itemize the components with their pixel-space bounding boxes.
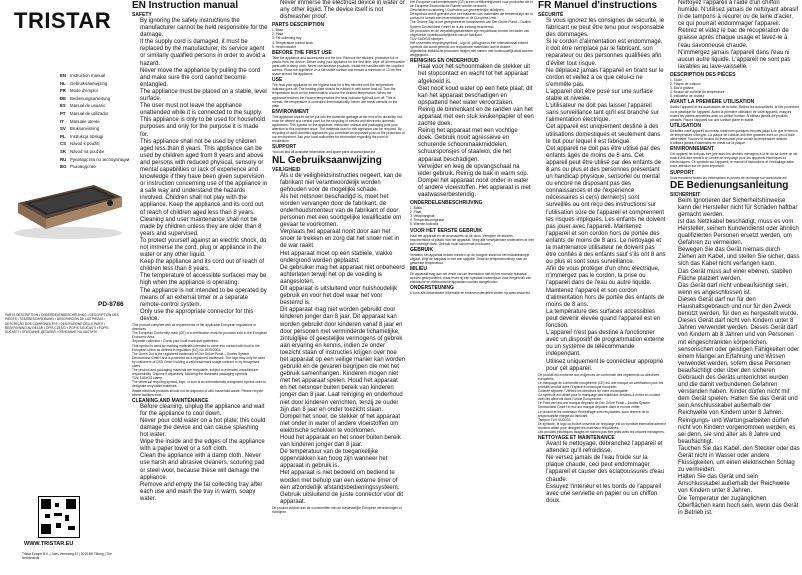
en-parts-heading: PARTS DESCRIPTION — [272, 22, 325, 29]
website-link[interactable]: WWW.TRISTAR.EU — [24, 541, 74, 547]
list-item: • Het apparaat moet op een stabiele, vlakke ondergrond worden geplaatst. — [280, 251, 406, 265]
nl-symbol-notes — [410, 0, 534, 57]
list-item: • Only use the appropriate connector for this device. — [140, 309, 268, 323]
language-code: NL — [60, 80, 66, 86]
note-item: This product complies with all requirements of the applicable European regulations or directives. — [132, 323, 257, 332]
language-item — [60, 110, 126, 118]
language-item — [60, 133, 126, 141]
fr-parts-list — [670, 78, 800, 98]
language-code: SK — [60, 148, 66, 154]
list-item: • The user must not leave the appliance unattended while it is connected to the supply. — [140, 103, 268, 117]
fr-safety-heading: SÉCURITÉ — [538, 12, 564, 18]
note-item: The European Conformity mark (CE) is a certification mark for products sold in the European Economic Area. — [132, 331, 268, 340]
list-item: • L'appareil n'est pas destiné à fonctionner avec un dispositif de programmation externe ou un système de télécommande indépendant. — [546, 330, 666, 358]
list-item: • Before cleaning, unplug the appliance and wait for the appliance to cool down. — [140, 404, 268, 418]
note-item: Ce produit est conforme aux exigences de conformité des règlements ou directives européens. — [538, 372, 659, 381]
list-item: • Essuyez l'intérieur et les bords de l'appareil avec une serviette en papier ou un chiffon doux. — [546, 484, 666, 505]
list-item: • Keep the appliance and its cord out of reach of children less than 8 years. — [140, 259, 268, 273]
fr-env-text: Cet appareil ne doit pas être jeté avec les déchets ménagers à la fin de sa durée de vie, mais il doit être remis à un centre de recyclage pour les appareils électriques et électroniques. Ce symbole sur l'appareil, le manuel d'instructions et l'emballage attire votre attention sur ce point important. — [670, 152, 799, 169]
list-item: • Als het netsnoer beschadigd is, moet het worden vervangen door de fabrikant, de onderhoudsmonteur van de fabrikant of door personen met een soortgelijke kwalificatie om gevaar te voorkomen. — [280, 194, 406, 229]
note-item: Waste electrical products should not be disposed of with household waste. Please recycle where facilities exist. — [132, 388, 263, 397]
nl-before-text: Haal het apparaat en de accessoires uit de doos. Verwijder de stickers, beschermfolie of plastic van het apparaat. Veeg alle verwijderbare onderdelen af met een vochtige doek. Gebruik nooit schurende producten. — [410, 233, 534, 246]
nl-support-text: U kunt alle beschikbare informatie en reserveonderdelen vinden op www.tristar.eu! — [410, 291, 531, 296]
list-item: • Remove and empty the fat collecting tray after each use and wash the tray in warm, soapy water. — [140, 482, 268, 503]
list-item: • De temperatuur van de toegankelijke oppervlakken kan hoog zijn wanneer het apparaat in gebruik is. — [280, 449, 406, 470]
note-item: 5. Heat indicator — [272, 44, 297, 49]
list-item: • Dit apparaat mag niet worden gebruikt door kinderen jonger dan 8 jaar. Dit apparaat kan worden gebruikt door kinderen vanaf 8 jaar en door personen met verminderde lichamelijke, zintuiglijke of geestelijke vermogens of gebrek aan ervaring en kennis, indien ze onder toezicht staan of instructies krijgen over hoe het apparaat op een veilige manier kan worden gebruikt en de gevaren begrijpen die met het gebruik samenhangen. Kinderen mogen niet met het apparaat spelen. Houd het apparaat en het netsnoer buiten bereik van kinderen jonger dan 8 jaar. Laat reiniging en onderhoud niet door kinderen verrichten, tenzij ze ouder zijn dan 8 jaar en onder toezicht staan. — [280, 307, 406, 413]
list-item: • Dieses Gerät darf nicht von Kindern unter 8 Jahren verwendet werden. Dieses Gerät darf von Kindern ab 8 Jahren und von Personen mit eingeschränkten körperlichen, sensorischen oder geistigen Fähigkeiten oder einem Mangel an Erfahrung und Wissen verwendet werden, sofern diese Personen beaufsichtigt oder über den sicheren Gebrauch des Geräts unterrichtet wurden und die damit verbundenen Gefahren verstanden haben. Kinder dürfen nicht mit dem Gerät spielen. Halten Sie das Gerät und sein Anschlusskabel außerhalb der Reichweite von Kindern unter 8 Jahren. Reinigungs- und Wartungsarbeiten dürfen nicht von Kindern vorgenommen werden, es sei denn, sie sind älter als 8 Jahre und beaufsichtigt. — [678, 318, 800, 446]
nl-env-heading: MILIEU — [410, 266, 427, 273]
language-index — [60, 72, 130, 171]
note-item: Dit symbool wordt gebruikt voor het markeren van materialen die bestemd zijn om in contact te komen met levensmiddelen in de Europese Unie. — [410, 12, 533, 21]
nl-parts-heading: ONDERDELENBESCHRIJVING — [410, 200, 483, 207]
note-item: Le symbole, le logo ou l'icône universel de recyclage est un symbole internationalement reconnu utilisé pour désigner les matériaux recyclables. — [538, 421, 666, 430]
note-item: The product and packaging materials are recyclable, subject to extended manufacturer responsibility. Dispose it separately, following the illustrated packaging symbols. — [132, 368, 259, 377]
note-item: 1. Socle — [670, 77, 682, 82]
language-label: Bruksanvisning — [70, 126, 100, 132]
note-item: Tampon TUV SUD/GS — [538, 417, 571, 422]
note-item: 5. Indicateur de chaleur — [670, 94, 705, 99]
list-item: • Retirez et videz le bac de récupération de graisse après chaque usage et lavez-le à l'eau savonneuse chaude. — [678, 28, 800, 49]
list-item: • Ne déplacez jamais l'appareil en tirant sur le cordon et veillez à ce que celui-ci ne s'emmêle pas. — [546, 68, 666, 89]
list-item: • Halten Sie das Gerät und sein Anschlusskabel außerhalb der Reichweite von Kindern unter 8 Jahren. — [678, 474, 800, 495]
language-label: Mode d'emploi — [70, 88, 98, 94]
en-clean-heading: CLEANING AND MAINTENANCE — [132, 397, 209, 404]
list-item: • Maintenez l'appareil et son cordon d'alimentation hors de portée des enfants de moins de 8 ans. — [546, 288, 666, 309]
language-label: Manual de usuario — [70, 103, 106, 109]
note-item: Het universele recyclingsymbool, -logo of -pictogram is een internationaal erkend symbool dat wordt gebruikt om recyclebare materialen aan te duiden. — [410, 40, 529, 50]
language-item — [60, 72, 126, 80]
en-cont-list — [272, 0, 406, 21]
list-item: • Das Gerät muss auf einer ebenen, stabilen Fläche platziert werden. — [678, 269, 800, 283]
note-item: Le produit et les matériaux d'emballage sont recyclables, sous réserve de la responsabilité élargie du fabricant. — [538, 409, 649, 418]
list-item: • Houd het apparaat en het snoer buiten bereik van kinderen jonger dan 8 jaar. — [280, 435, 406, 449]
en-use-heading: USE — [272, 77, 283, 84]
fr-title: FR Manuel d'instructions — [538, 0, 658, 11]
language-code: BG — [60, 164, 67, 170]
fr-clean-heading: NETTOYAGE ET MAINTENANCE — [538, 435, 615, 442]
list-item: • Dompel het apparaat nooit onder in water of andere vloeistoffen. Het apparaat is niet vaatwasserbestendig. — [418, 178, 534, 199]
language-code: SV — [60, 126, 66, 132]
cover-panel — [0, 0, 128, 575]
nl-use-heading: GEBRUIK — [410, 246, 434, 253]
column-fr-de — [670, 0, 800, 575]
language-label: Instruction manual — [70, 73, 106, 78]
note-item: 4. Temperatuurregelaar — [410, 218, 445, 223]
list-item: • Never move the appliance by pulling the cord and make sure the cord cannot become entangled. — [140, 68, 268, 89]
list-item: • Haal voor het schoonmaken de stekker uit het stopcontact en wacht tot het apparaat afgekoeld is. — [418, 64, 534, 85]
nl-clean-heading: REINIGING EN ONDERHOUD — [410, 58, 479, 65]
language-item — [60, 125, 126, 133]
list-item: • N'immergez jamais l'appareil dans l'eau ni aucun autre liquide. L'appareil ne sont pas lavables au lave-vaisselle. — [678, 50, 800, 71]
note-item: 2. Plaque de cuisson — [670, 82, 701, 87]
list-item: • Wipe the inside and the edges of the appliance with a paper towel or a soft cloth. — [140, 439, 268, 453]
nl-parts-list — [410, 206, 534, 226]
list-item: • Cet appareil ne doit pas être utilisé par des enfants âgés de moins de 8 ans. Cet appareil peut être utilisé par des enfants de 8 ans ou plus et des personnes présentant un handicap physique, sensoriel ou mental ou encore ne disposant pas des connaissances et de l'expérience nécessaires si ce(s) dernier(s) sont surveillés ou ont reçu des instructions sur l'utilisation sûre de l'appareil et comprennent les risques impliqués. Les enfants ne doivent pas jouer avec l'appareil. Maintenez l'appareil et son cordon hors de portée des enfants de moins de 8 ans. Le nettoyage et la maintenance utilisateur ne doivent pas être confiés à des enfants sauf s'ils ont 8 ans ou plus et sont sous surveillance. — [546, 146, 666, 267]
note-item: Het Europese conformiteitsmerk (CE) is een certificeringsmerk voor producten die in de Europese Economische Ruimte worden verkocht. — [410, 0, 533, 9]
list-item: • Si vous ignorez les consignes de sécurité, le fabricant ne peut être tenu pour responsable des dommages. — [546, 18, 666, 39]
language-item — [60, 95, 126, 103]
note-item: 2. Plaat — [410, 210, 422, 215]
language-code: FR — [60, 88, 66, 94]
language-code: IT — [60, 118, 64, 124]
language-label: Bedienungsanleitung — [70, 95, 111, 101]
list-item: • Never pour cold water on a hot plate; this could damage the device and can cause splashing hot water. — [140, 418, 268, 439]
list-item: • Das Gerät darf nicht unbeaufsichtigt sein, wenn es angeschlossen ist. — [678, 283, 800, 297]
en-clean-list — [132, 404, 268, 503]
language-item — [60, 102, 126, 110]
en-symbol-notes — [132, 323, 268, 397]
en-safety-heading: SAFETY — [132, 12, 152, 18]
column-en-nl — [272, 0, 406, 575]
list-item: • Si le cordon d'alimentation est endommagé, il doit être remplacé par le fabricant, son réparateur ou des personnes qualifiées afin d'éviter tout risque. — [546, 39, 666, 67]
list-item: • Die Temperatur der zugänglichen Oberflächen kann hoch sein, wenn das Gerät in Betrieb ist. — [678, 496, 800, 517]
language-label: Instrukcja obsługi — [70, 133, 104, 139]
nl-title: NL Gebruiksaanwijzing — [272, 154, 382, 166]
list-item: • The appliance must be placed on a stable, level surface. — [140, 89, 268, 103]
fr-before-text: Sortez l'appareil et les accessoires de la boîte. Retirez les autocollants, le film protecteur ou le plastique de l'appareil. Avant la première utilisation de votre appareil, essuyez toutes les pièces amovibles avec un chiffon humide. N'utilisez jamais de produits abrasifs. Placez l'appareil sur une surface plane et stable. — [670, 105, 800, 122]
en-env-text: This appliance should not be put into the domestic garbage at the end of its durability, but must be offered at a central point for the recycling of electric and electronic domestic appliances. This symbol on the appliance, instruction manual and packaging puts your attention to this important issue. The materials used in this appliance can be recycled. By recycling of used domestic appliances you contribute an important push to the protection of our environment. Ask your local authorities for information regarding the point of recollection. — [272, 114, 405, 144]
language-code: RU — [60, 156, 67, 162]
nl-support-heading: ONDERSTEUNING — [410, 285, 454, 292]
language-item — [60, 148, 126, 156]
nl-use-text: Verwarm het apparaat enkele minuten op de hoogste stand tot het indicatielampje uitgaat. Wrijf de bakplaat in met wat spijsolie. Draai de temperatuurknop naar de gewenste temperatuur. — [410, 252, 530, 266]
de-title: DE Bedienungsanleitung — [670, 179, 789, 191]
note-item: 1. Basis — [410, 206, 422, 211]
note-item: Le marquage de conformité européenne (CE) est une marque de certification pour les produits vendus dans l'Espace économique européen. — [538, 380, 664, 389]
model-number: PD-8786 — [98, 301, 124, 308]
language-item — [60, 140, 126, 148]
note-item: TUV SUD/GS stamp — [132, 376, 163, 381]
note-item: 4. Bouton de contrôle de température — [670, 90, 725, 95]
language-code: ES — [60, 103, 66, 109]
language-code: PL — [60, 133, 66, 139]
language-label: Gebruiksaanwijzing — [70, 80, 108, 86]
list-item: • Het apparaat is niet bedoeld om bediend te worden met behulp van een externe timer of een afzonderlijk afstandsbedieningssysteem. — [280, 470, 406, 491]
note-item: 4. Temperature control knob — [272, 40, 313, 45]
note-item: This symbol is used for marking materials intended to come into contact with food in the European Union as defined in regulation (EC) No 1935/2004. — [132, 343, 260, 352]
list-item: • Cet appareil est uniquement destiné à des utilisations domestiques et seulement dans le but pour lequel il est fabriqué. — [546, 124, 666, 145]
note-item: Collecte séparée / Vérifiez les directives de votre municipalité. — [538, 389, 629, 394]
list-item: • This appliance shall not be used by children aged less than 8 years. This appliance can be used by children aged from 8 years and above and persons with reduced physical, sensory or mental capabilities or lack of experience and knowledge if they have been given supervision or instruction concerning use of the appliance in a safe way and understand the hazards involved. Children shall not play with the appliance. Keep the appliance and its cord out of reach of children aged less than 8 years. Cleaning and user maintenance shall not be made by children unless they are older than 8 years and supervised. — [140, 139, 268, 238]
list-item: • Avant le nettoyage, débranchez l'appareil et attendez qu'il refroidisse. — [546, 441, 666, 455]
list-item: • Utilisez uniquement le connecteur approprié pour cet appareil. — [546, 359, 666, 373]
note-item: 2. Plate — [272, 32, 284, 37]
language-item — [60, 156, 130, 164]
nl-ce-note: Dit product voldoet aan de voorschriften van de toepasselijke Europese verordeningen of richtlijnen. — [272, 505, 402, 515]
fr-use-text: Chauffez votre appareil au niveau maximum quelques minutes jusqu'à ce que le témoin de température s'éteigne. La plaque de cuisson doit être graissée avec un peu d'huile alimentaire. Tournez le bouton du thermostat pour choisir la température désirée. N'utilisez jamais d'ustensiles en métal sur la plaque. — [670, 128, 798, 146]
list-item: • Never immerse the electrical device in water or any other liquid. The device itself is not dishwasher proof. — [280, 0, 406, 21]
language-label: Руководство по эксплуатации — [70, 156, 130, 162]
note-item: 3. Bac à graisse — [670, 86, 694, 91]
list-item: • Als u de veiligheidsinstructies negeert, kan de fabrikant niet verantwoordelijk worden gehouden voor de mogelijke schade. — [280, 173, 406, 194]
qr-code-icon — [38, 496, 80, 538]
language-item — [60, 87, 126, 95]
en-before-heading: BEFORE THE FIRST USE — [272, 49, 332, 56]
note-item: The universal recycling symbol, logo, or icon is an internationally recognized symbol used to designate recyclable materials. — [132, 380, 267, 389]
list-item: • Dompel het snoer, de stekker of het apparaat niet onder in water of andere vloeistoffen om elektrische schokken te voorkomen. — [280, 414, 406, 435]
nl-safety-list — [272, 173, 406, 506]
de-safety-heading: SICHERHEIT — [670, 191, 701, 198]
note-item: 5. Warmte-indicator — [410, 222, 439, 227]
list-item: • This appliance is only to be used for household purposes and only for the purpose it is made for. — [140, 117, 268, 138]
note-item: 3. Fat collecting tray — [272, 36, 302, 41]
en-support-heading: SUPPORT — [272, 144, 297, 151]
list-item: • Ne versez jamais de l'eau froide sur la plaque chaude, ceci peut endommager l'appareil et causer des éclaboussures d'eau chaude. — [546, 455, 666, 483]
en-before-text: Take the appliance and accessories out the box. Remove the stickers, protective foil or plastic from the device. Before using your appliance for the first time, wipe off all removable parts with a damp cloth. Never use abrasive products. Install the handles with the supplied screws. Place the appliance on a flat stable surface and ensure a minimum of 10 cm free space around the appliance. — [272, 55, 405, 77]
note-item: De producten en de verpakkingsmaterialen zijn recyclebaar, binnen het kader van uitgebreide verantwoordelijkheid van de fabrikant. — [410, 28, 530, 37]
en-env-heading: ENVIRONMENT — [272, 108, 309, 115]
fr-before-heading: AVANT LA PREMIÈRE UTILISATION — [670, 99, 755, 106]
list-item: • To protect yourself against an electric shock, do not immerse the cord, plug or appliance in the water or any other liquid. — [140, 238, 268, 259]
note-item: Les produits électriques usagés ne doivent pas être jetés avec les ordures ménagères. — [538, 430, 665, 434]
list-item: • Verplaats het apparaat nooit door aan het snoer te trekken en zorg dat het snoer niet in de war raakt. — [280, 229, 406, 250]
list-item: • Dit apparaat is uitsluitend voor huishoudelijk gebruik en voor het doel waar het voor bestemd is. — [280, 286, 406, 307]
en-use-text: The heat your appliance on the highest heat for a few minutes until the temperature indicator goes off. The heating plate should be rubbed in with some food oil. Turn the temperature knob on the thermostat to choose the desired temperature. When the appliance reaches the chosen temperature the heat indicator light will turn off. This is normal; the temperature is controlled thermostatically. Never use metal utensils on the plate. — [272, 83, 398, 108]
en-safety-list — [132, 18, 268, 323]
note-item: Le Point vert est une marque déposée de Der Grüne Punkt – Duales System Deutschland GmbH et est une marque déposée dans le monde entier. — [538, 401, 650, 410]
list-item: • Reinig het apparaat met een vochtige doek. Gebruik nooit agressieve en schurende schoonmaakmiddelen, schuursponsjes of staalwol, die het apparaat beschadigen. — [418, 128, 534, 163]
list-item: • Beim Ignorieren der Sicherheitshinweise kann der Hersteller nicht für Schäden haftbar gemacht werden. — [678, 198, 800, 219]
language-label: Ръководство — [70, 164, 96, 170]
list-item: • Bewegen Sie das Gerät niemals durch Ziehen am Kabel, und stellen Sie sicher, dass sich das Kabel nicht verfangen kann. — [678, 247, 800, 268]
nl-safety-heading: VEILIGHEID — [272, 166, 301, 173]
list-item: • Giet nooit koud water op een hete plaat; dit kan het apparaat beschadigen en opspattend heet water veroorzaken. — [418, 86, 534, 107]
language-label: Manuale utente — [70, 118, 100, 124]
note-item: Gescheiden inzameling / Controleer uw gemeentelijke richtlijnen. — [410, 8, 505, 13]
parts-languages: PARTS DESCRIPTION • ONDERDELENBESCHRIJVING • DESCRIPTION DES PIÈCES • TEILEBESCHREIBUNG • DESCRIPCIÓN DE LAS PIEZAS • DESCRIÇÃO DOS COMPONENTES • DESCRIZIONE DELLE PARTI • BESKRIVNING AV DELAR • OPIS CZĘŚCI • POPIS SOUČÁSTÍ • POPIS SÚČASTÍ • ОПИСАНИЕ ДЕТАЛЕЙ • ОПИСАНИЕ НА ЧАСТИТЕ — [5, 313, 119, 335]
list-item: • Gebruik uitsluitend de juiste connector voor dit apparaat. — [280, 492, 406, 506]
language-item — [60, 118, 126, 126]
list-item: • Dieses Gerät darf nur für den Haushaltsgebrauch und nur für den Zweck benutzt werden, für den es hergestellt wurde. — [678, 297, 800, 318]
note-item: Ce symbole est utilisé pour le marquage des matériaux destinés à entrer en contact avec les aliments dans l'Union Européenne. — [538, 393, 661, 402]
list-item: • The temperature of accessible surfaces may be high when the appliance is operating. — [140, 273, 268, 287]
en-support-text: You can find all available information and spare parts at www.tristar.eu! — [272, 150, 376, 155]
language-code: DE — [60, 95, 66, 101]
fr-clean-list — [538, 441, 666, 505]
language-label: Návod k použití — [70, 141, 100, 147]
note-item: TUV SUD/GS stempel — [410, 36, 443, 41]
list-item: • L'utilisateur ne doit pas laisser l'appareil sans surveillance tant qu'il est branché sur l'alimentation électrique. — [546, 103, 666, 124]
list-item: • De gebruiker mag het apparaat niet onbeheerd achterlaten terwijl het op de voeding is aangesloten. — [280, 265, 406, 286]
griddle-product-icon — [10, 163, 126, 243]
language-item — [60, 80, 126, 88]
list-item: • Reinig de binnenkant en de randen van het apparaat met een stuk keukenpapier of een zachte doek. — [418, 107, 534, 128]
list-item: • Nettoyez l'appareil à l'aide d'un chiffon humide. N'utilisez jamais de nettoyant abrasif ni de tampons à récurer ou de laine d'acier, ce qui pourrait endommager l'appareil. — [678, 0, 800, 28]
fr-use-heading: UTILISATION — [670, 122, 702, 129]
note-item: The Green Dot is the registered trademark of Der Grüne Punkt – Duales System Deutschland GmbH and is protected as a registered trademark. The logo may only be used by customers of DSD GmbH holding a valid trademark usage contract or by recognised users. — [132, 351, 265, 368]
column-nl — [410, 0, 534, 575]
language-code: EN — [60, 73, 66, 78]
nl-before-heading: VOOR HET EERSTE GEBRUIK — [410, 227, 482, 234]
brand-logo: TRISTAR — [14, 8, 112, 33]
fr-env-heading: ENVIRONNEMENT — [670, 146, 714, 153]
list-item: • Verwijder en leeg de opvangschaal na ieder gebruik. Reinig de bak in warm sop. — [418, 164, 534, 178]
list-item: • If the supply cord is damaged, it must be replaced by the manufacturer, its service agent or similarly qualified persons in order to avoid a hazard. — [140, 39, 268, 67]
nl-clean-list — [410, 64, 534, 199]
list-item: • By ignoring the safety instructions the manufacturer cannot be held responsible for the damage. — [140, 18, 268, 39]
note-item: 3. Vetopvangbak — [410, 214, 435, 219]
nl-env-text: Dit apparaat mag aan het einde van de levensduur niet bij het normale huisafval worden gedeponeerd, maar moet bij een speciaal inzamelpunt voor hergebruik van elektrische en elektronische apparaten worden aangeboden. — [410, 272, 532, 285]
note-item: 1. Base — [272, 28, 284, 33]
language-label: Manual de utilizador — [70, 110, 109, 116]
list-item: • Tauchen Sie das Kabel, den Stecker oder das Gerät nicht in Wasser oder andere Flüssigkeiten, um einen elektrischen Schlag zu vermeiden. — [678, 446, 800, 474]
list-item: • Ist das Netzkabel beschädigt, muss es vom Hersteller, seinem Kundendienst oder ähnlich qualifizierten Personen ersetzt werden, um Gefahren zu vermeiden. — [678, 219, 800, 247]
fr-symbol-notes — [538, 373, 666, 434]
language-label: Návod na použitie — [70, 148, 105, 154]
fr-cont-list — [670, 0, 800, 71]
fr-support-text: Vous trouverez toutes les informations et pièces de rechange sur www.tristar.eu! — [670, 175, 788, 180]
list-item: • Clean the appliance with a damp cloth. Never use harsh and abrasive cleaners, scouring pad or steel wool, because these will damage the appliance. — [140, 453, 268, 481]
company-address: Tristar Europe B.V. | Jules Verneweg 87 | 5015 BH Tilburg | The Netherlands — [22, 552, 112, 560]
fr-safety-list — [538, 18, 666, 373]
list-item: • Afin de vous protéger d'un choc électrique, n'immergez pas le cordon, la prise ou l'appareil dans de l'eau ou autre liquide. — [546, 266, 666, 287]
fr-support-heading: SUPPORT — [670, 169, 695, 176]
column-fr — [538, 0, 666, 575]
note-item: Afgedankte elektrische producten mogen niet samen met huishoudelijk afval worden weggegooid. — [410, 49, 533, 58]
list-item: • L'appareil doit être posé sur une surface stable et nivelée. — [546, 89, 666, 103]
de-safety-list — [670, 198, 800, 517]
column-en — [132, 0, 268, 575]
note-item: The Groene Stip is het geregistreerde handelsmerk van Der Grüne Punkt – Duales System Deutschland GmbH en is als zodanig beschermd. — [410, 20, 531, 29]
language-code: CS — [60, 141, 66, 147]
language-code: PT — [60, 110, 66, 116]
en-parts-list — [272, 28, 406, 48]
fr-parts-heading: DESCRIPTION DES PIÈCES — [670, 71, 736, 78]
en-title: EN Instruction manual — [132, 0, 239, 11]
list-item: • La température des surfaces accessibles peut devenir élevée quand l'appareil est en fonction. — [546, 309, 666, 330]
list-item: • The appliance is not intended to be operated by means of an external timer or a separate remote-control system. — [140, 288, 268, 309]
note-item: Separate collection / Check your local municipal guidelines. — [132, 339, 219, 344]
